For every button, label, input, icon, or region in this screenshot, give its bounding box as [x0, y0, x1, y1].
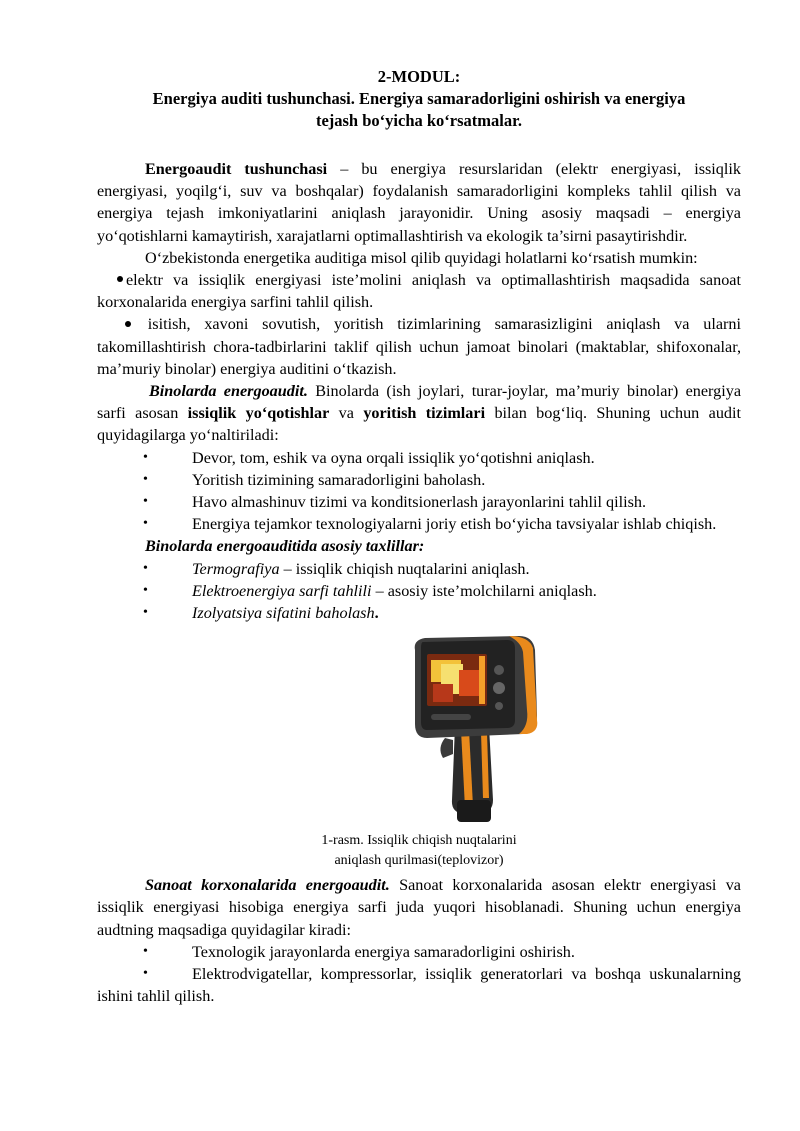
buildings-audit-list [97, 447, 741, 536]
list-item [97, 941, 741, 963]
bullet-icon: • [143, 943, 148, 959]
list-item-term: Elektroenergiya sarfi tahlili [192, 581, 372, 600]
list-item [97, 447, 741, 469]
analysis-subheading: Binolarda energoauditida asosiy taxlillar: [145, 537, 425, 556]
list-item [97, 469, 741, 491]
list-item-text: Texnologik jarayonlarda energiya samaradorligini oshirish. [192, 942, 575, 961]
bullet-dot-icon [117, 276, 123, 282]
definition-text: – bu energiya resurslaridan (elektr energiyasi, issiqlik energiyasi, yoqilg‘i, suv va boshqalar) foydalanish samaradorligini kompleks tahlil qilish va energiya tejash imkoniyatlarini aniqlash jarayonidir. Uning asosiy maqsadi – energiya yo‘qotishlarni kamaytirish, xarajatlarni optimallashtirish va ekologik ta’sirni pasaytirishdir. [97, 160, 741, 245]
document-page [97, 66, 741, 1007]
list-item-text: – issiqlik chiqish nuqtalarini aniqlash. [279, 559, 530, 578]
thermal-camera-image [397, 630, 547, 826]
figure-caption-line-2: aniqlash qurilmasi(teplovizor) [334, 853, 504, 869]
buildings-heading: Binolarda energoaudit. [149, 382, 308, 401]
bullet-icon: • [143, 516, 148, 532]
list-item [97, 491, 741, 513]
buildings-text: va [329, 404, 364, 423]
buildings-text: bilan bog‘liq. Shuning uchun audit quyidagilarga yo‘naltiriladi: [97, 404, 742, 445]
definition-paragraph [97, 158, 741, 247]
figure-caption-line-1: 1-rasm. Issiqlik chiqish nuqtalarini [321, 833, 517, 849]
bullet-icon: • [143, 494, 148, 510]
industry-paragraph [97, 874, 741, 941]
industry-audit-list [97, 941, 741, 1008]
bullet-icon: • [143, 582, 148, 598]
bullet-icon: • [143, 471, 148, 487]
list-item-text: Devor, tom, eshik va oyna orqali issiqlik yo‘qotishni aniqlash. [192, 448, 595, 467]
examples-intro: O‘zbekistonda energetika auditiga misol qilib quyidagi holatlarni ko‘rsatish mumkin: [145, 248, 698, 267]
module-title [97, 66, 741, 132]
definition-term: Energoaudit tushunchasi [145, 160, 328, 178]
bullet-icon: • [143, 560, 148, 576]
list-item-text: Elektrodvigatellar, kompressorlar, issiqlik generatorlari va boshqa uskunalarning ishini tahlil qilish. [97, 965, 741, 1006]
list-item [97, 558, 741, 580]
dot-item-text: elektr va issiqlik energiyasi iste’molini aniqlash va optimallashtirish maqsadida sanoat korxonalarida energiya sarfini tahlil qilish. [97, 271, 741, 312]
bullet-icon: • [143, 449, 148, 465]
list-item-text: – asosiy iste’molchilarni aniqlash. [371, 581, 597, 600]
list-item-term: Izolyatsiya sifatini baholash [192, 604, 375, 623]
list-item [97, 513, 741, 535]
industry-text: Sanoat korxonalarida asosan elektr energiyasi va issiqlik energiyasi hisobiga energiya sarfi juda yuqori hisoblanadi. Shuning uchun energiya audtning maqsadiga quyidagilar kiradi: [97, 876, 741, 939]
list-item-text: Energiya tejamkor texnologiyalarni joriy etish bo‘yicha tavsiyalar ishlab chiqish. [192, 515, 717, 534]
title-line-2: Energiya auditi tushunchasi. Energiya samaradorligini oshirish va energiya [152, 89, 686, 108]
list-item-text: Havo almashinuv tizimi va konditsionerlash jarayonlarini tahlil qilish. [192, 493, 647, 512]
dot-item-text: isitish, xavoni sovutish, yoritish tizimlarining samarasizligini aniqlash va ularni takomillashtirish chora-tadbirlarini taklif qilish uchun jamoat binolari (maktablar, shifoxonalar, ma’muriy binolar) energiya auditini o‘tkazish. [97, 315, 741, 378]
industry-heading: Sanoat korxonalarida energoaudit. [145, 876, 390, 895]
dot-item-1 [97, 269, 741, 313]
buildings-paragraph [97, 380, 741, 447]
list-item-text: Yoritish tizimining samaradorligini baholash. [192, 470, 486, 489]
list-item-term: Termografiya [192, 559, 280, 578]
bullet-icon: • [143, 966, 148, 982]
dot-item-2 [97, 313, 741, 380]
title-line-3: tejash bo‘yicha ko‘rsatmalar. [315, 111, 523, 130]
title-line-1: 2-MODUL: [377, 67, 461, 86]
buildings-bold-1: issiqlik yo‘qotishlar [187, 404, 330, 423]
list-item-text: . [374, 604, 379, 623]
list-item [97, 602, 741, 624]
list-item [97, 580, 741, 602]
analysis-list [97, 558, 741, 625]
buildings-bold-2: yoritish tizimlari [363, 404, 486, 423]
bullet-dot-icon [125, 321, 131, 327]
buildings-text: Binolarda (ish joylari, turar-joylar, ma’muriy binolar) energiya sarfi asosan [97, 382, 742, 423]
list-item [97, 963, 741, 1007]
thermal-camera-figure [97, 630, 741, 828]
bullet-icon: • [143, 605, 148, 621]
